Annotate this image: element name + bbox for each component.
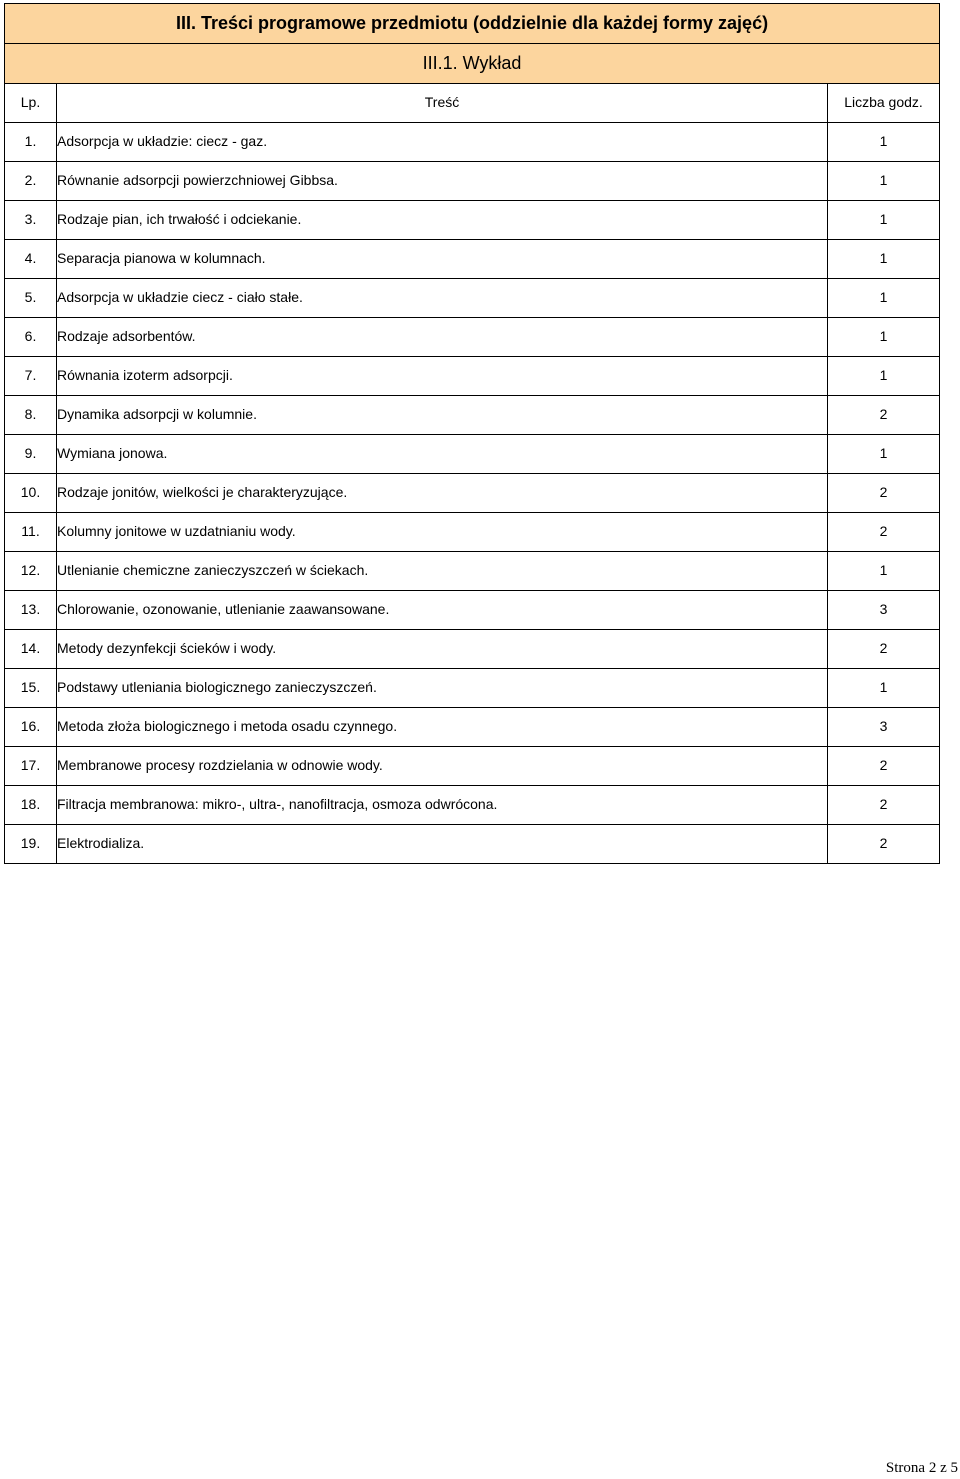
section-subtitle-row — [5, 44, 940, 84]
row-hours: 2 — [828, 786, 940, 825]
row-topic: Równania izoterm adsorpcji. — [57, 357, 828, 396]
row-hours: 2 — [828, 396, 940, 435]
row-topic: Utlenianie chemiczne zanieczyszczeń w ściekach. — [57, 552, 828, 591]
table-row — [5, 747, 940, 786]
row-number: 17. — [5, 747, 57, 786]
table-row — [5, 435, 940, 474]
row-topic: Rodzaje adsorbentów. — [57, 318, 828, 357]
table-row — [5, 240, 940, 279]
table-row — [5, 474, 940, 513]
row-hours: 2 — [828, 825, 940, 864]
row-number: 4. — [5, 240, 57, 279]
row-topic: Metoda złoża biologicznego i metoda osadu czynnego. — [57, 708, 828, 747]
row-number: 7. — [5, 357, 57, 396]
row-number: 14. — [5, 630, 57, 669]
row-hours: 1 — [828, 123, 940, 162]
row-hours: 2 — [828, 747, 940, 786]
row-number: 3. — [5, 201, 57, 240]
table-row — [5, 201, 940, 240]
row-number: 6. — [5, 318, 57, 357]
row-topic: Metody dezynfekcji ścieków i wody. — [57, 630, 828, 669]
row-topic: Równanie adsorpcji powierzchniowej Gibbsa. — [57, 162, 828, 201]
program-table-body — [5, 4, 940, 864]
table-row — [5, 786, 940, 825]
row-number: 11. — [5, 513, 57, 552]
row-hours: 1 — [828, 357, 940, 396]
table-row — [5, 708, 940, 747]
table-row — [5, 357, 940, 396]
row-topic: Podstawy utleniania biologicznego zanieczyszczeń. — [57, 669, 828, 708]
row-number: 16. — [5, 708, 57, 747]
row-topic: Chlorowanie, ozonowanie, utlenianie zaawansowane. — [57, 591, 828, 630]
table-row — [5, 552, 940, 591]
row-hours: 1 — [828, 162, 940, 201]
row-hours: 1 — [828, 201, 940, 240]
row-topic: Separacja pianowa w kolumnach. — [57, 240, 828, 279]
row-hours: 1 — [828, 435, 940, 474]
table-row — [5, 396, 940, 435]
row-topic: Wymiana jonowa. — [57, 435, 828, 474]
row-topic: Adsorpcja w układzie ciecz - ciało stałe. — [57, 279, 828, 318]
row-number: 8. — [5, 396, 57, 435]
table-row — [5, 123, 940, 162]
row-number: 18. — [5, 786, 57, 825]
row-topic: Elektrodializa. — [57, 825, 828, 864]
row-hours: 1 — [828, 279, 940, 318]
row-number: 9. — [5, 435, 57, 474]
table-row — [5, 513, 940, 552]
section-title-row — [5, 4, 940, 44]
row-hours: 3 — [828, 708, 940, 747]
row-hours: 1 — [828, 552, 940, 591]
table-row — [5, 591, 940, 630]
row-number: 10. — [5, 474, 57, 513]
column-header-hours: Liczba godz. — [828, 84, 940, 123]
row-topic: Adsorpcja w układzie: ciecz - gaz. — [57, 123, 828, 162]
program-table — [4, 3, 940, 864]
row-number: 1. — [5, 123, 57, 162]
row-number: 12. — [5, 552, 57, 591]
row-hours: 2 — [828, 630, 940, 669]
row-number: 13. — [5, 591, 57, 630]
row-hours: 1 — [828, 240, 940, 279]
table-row — [5, 279, 940, 318]
row-topic: Membranowe procesy rozdzielania w odnowie wody. — [57, 747, 828, 786]
row-topic: Rodzaje pian, ich trwałość i odciekanie. — [57, 201, 828, 240]
row-number: 5. — [5, 279, 57, 318]
section-title: III. Treści programowe przedmiotu (oddzielnie dla każdej formy zajęć) — [5, 4, 940, 44]
row-topic: Filtracja membranowa: mikro-, ultra-, nanofiltracja, osmoza odwrócona. — [57, 786, 828, 825]
section-subtitle: III.1. Wykład — [5, 44, 940, 84]
table-row — [5, 318, 940, 357]
row-number: 19. — [5, 825, 57, 864]
column-header-topic: Treść — [57, 84, 828, 123]
row-hours: 1 — [828, 318, 940, 357]
column-header-row — [5, 84, 940, 123]
row-hours: 2 — [828, 474, 940, 513]
row-hours: 2 — [828, 513, 940, 552]
table-row — [5, 669, 940, 708]
row-hours: 1 — [828, 669, 940, 708]
table-row — [5, 825, 940, 864]
row-topic: Rodzaje jonitów, wielkości je charakteryzujące. — [57, 474, 828, 513]
row-topic: Dynamika adsorpcji w kolumnie. — [57, 396, 828, 435]
row-topic: Kolumny jonitowe w uzdatnianiu wody. — [57, 513, 828, 552]
table-row — [5, 630, 940, 669]
table-row — [5, 162, 940, 201]
row-number: 2. — [5, 162, 57, 201]
row-number: 15. — [5, 669, 57, 708]
column-header-lp: Lp. — [5, 84, 57, 123]
page-number: Strona 2 z 5 — [885, 1460, 958, 1476]
row-hours: 3 — [828, 591, 940, 630]
